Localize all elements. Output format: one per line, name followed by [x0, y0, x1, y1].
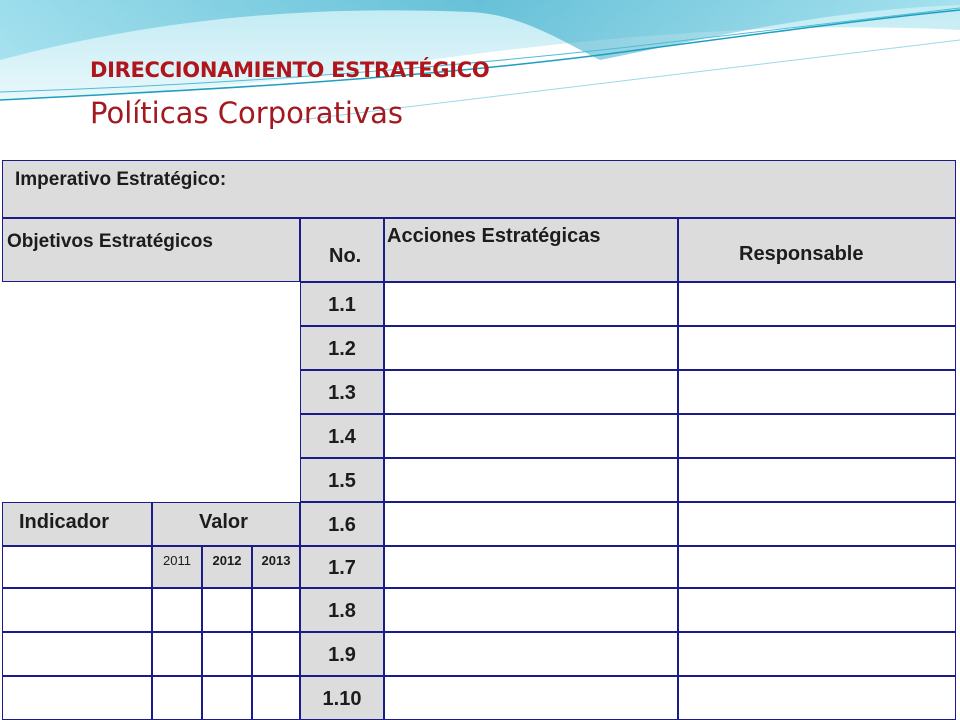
imperativo-row [2, 160, 956, 218]
indicador-cell-4[interactable] [2, 676, 152, 720]
valor-2012-cell-3[interactable] [202, 676, 252, 720]
row-number: 1.3 [328, 381, 356, 404]
valor-label: Valor [199, 511, 248, 533]
year-2012-header [202, 546, 252, 588]
responsable-cell[interactable] [678, 632, 956, 676]
responsable-cell[interactable] [678, 676, 956, 720]
responsable-header [678, 218, 956, 282]
year-2013-label: 2013 [261, 552, 291, 568]
valor-header [152, 502, 300, 546]
row-number: 1.1 [328, 293, 356, 316]
valor-2012-cell-2[interactable] [202, 632, 252, 676]
responsable-cell[interactable] [678, 326, 956, 370]
indicador-cell-3[interactable] [2, 632, 152, 676]
row-number: 1.6 [328, 513, 356, 536]
accion-cell[interactable] [384, 282, 678, 326]
row-number: 1.9 [328, 643, 356, 666]
objetivos-cell[interactable] [2, 282, 300, 502]
accion-cell[interactable] [384, 676, 678, 720]
accion-cell[interactable] [384, 588, 678, 632]
valor-2013-cell-3[interactable] [252, 676, 300, 720]
valor-2011-cell-2[interactable] [152, 632, 202, 676]
indicador-header [2, 502, 152, 546]
valor-2011-cell-3[interactable] [152, 676, 202, 720]
responsable-cell[interactable] [678, 414, 956, 458]
accion-cell[interactable] [384, 370, 678, 414]
row-no-cell [300, 370, 384, 414]
row-number: 1.7 [328, 556, 356, 579]
valor-2013-cell-1[interactable] [252, 588, 300, 632]
responsable-label: Responsable [739, 243, 864, 265]
year-2011-header [152, 546, 202, 588]
valor-2011-cell-1[interactable] [152, 588, 202, 632]
objetivos-label: Objetivos Estratégicos [7, 231, 213, 252]
responsable-cell[interactable] [678, 502, 956, 546]
accion-cell[interactable] [384, 632, 678, 676]
row-number: 1.4 [328, 425, 356, 448]
year-2013-header [252, 546, 300, 588]
row-no-cell [300, 502, 384, 546]
row-no-cell [300, 676, 384, 720]
indicador-label: Indicador [19, 511, 110, 533]
row-number: 1.10 [322, 687, 362, 710]
valor-2013-cell-2[interactable] [252, 632, 300, 676]
accion-cell[interactable] [384, 546, 678, 588]
no-header [300, 218, 384, 282]
responsable-cell[interactable] [678, 370, 956, 414]
objetivos-header [2, 218, 300, 282]
accion-cell[interactable] [384, 458, 678, 502]
row-no-cell [300, 282, 384, 326]
acciones-label: Acciones Estratégicas [387, 225, 601, 247]
row-no-cell [300, 326, 384, 370]
page-title: DIRECCIONAMIENTO ESTRATÉGICO [90, 58, 490, 82]
no-label: No. [329, 245, 362, 267]
row-number: 1.8 [328, 599, 356, 622]
responsable-cell[interactable] [678, 458, 956, 502]
responsable-cell[interactable] [678, 546, 956, 588]
imperativo-label: Imperativo Estratégico: [15, 169, 227, 190]
indicador-cell-2[interactable] [2, 588, 152, 632]
responsable-cell[interactable] [678, 282, 956, 326]
row-no-cell [300, 588, 384, 632]
valor-2012-cell-1[interactable] [202, 588, 252, 632]
page-subtitle: Políticas Corporativas [90, 96, 404, 130]
accion-cell[interactable] [384, 502, 678, 546]
row-number: 1.2 [328, 337, 356, 360]
row-no-cell [300, 632, 384, 676]
row-no-cell [300, 546, 384, 588]
accion-cell[interactable] [384, 414, 678, 458]
acciones-header [384, 218, 678, 282]
indicador-cell-1[interactable] [2, 546, 152, 588]
row-number: 1.5 [328, 469, 356, 492]
year-2011-label: 2011 [163, 552, 191, 568]
year-2012-label: 2012 [212, 552, 242, 568]
row-no-cell [300, 414, 384, 458]
accion-cell[interactable] [384, 326, 678, 370]
responsable-cell[interactable] [678, 588, 956, 632]
row-no-cell [300, 458, 384, 502]
